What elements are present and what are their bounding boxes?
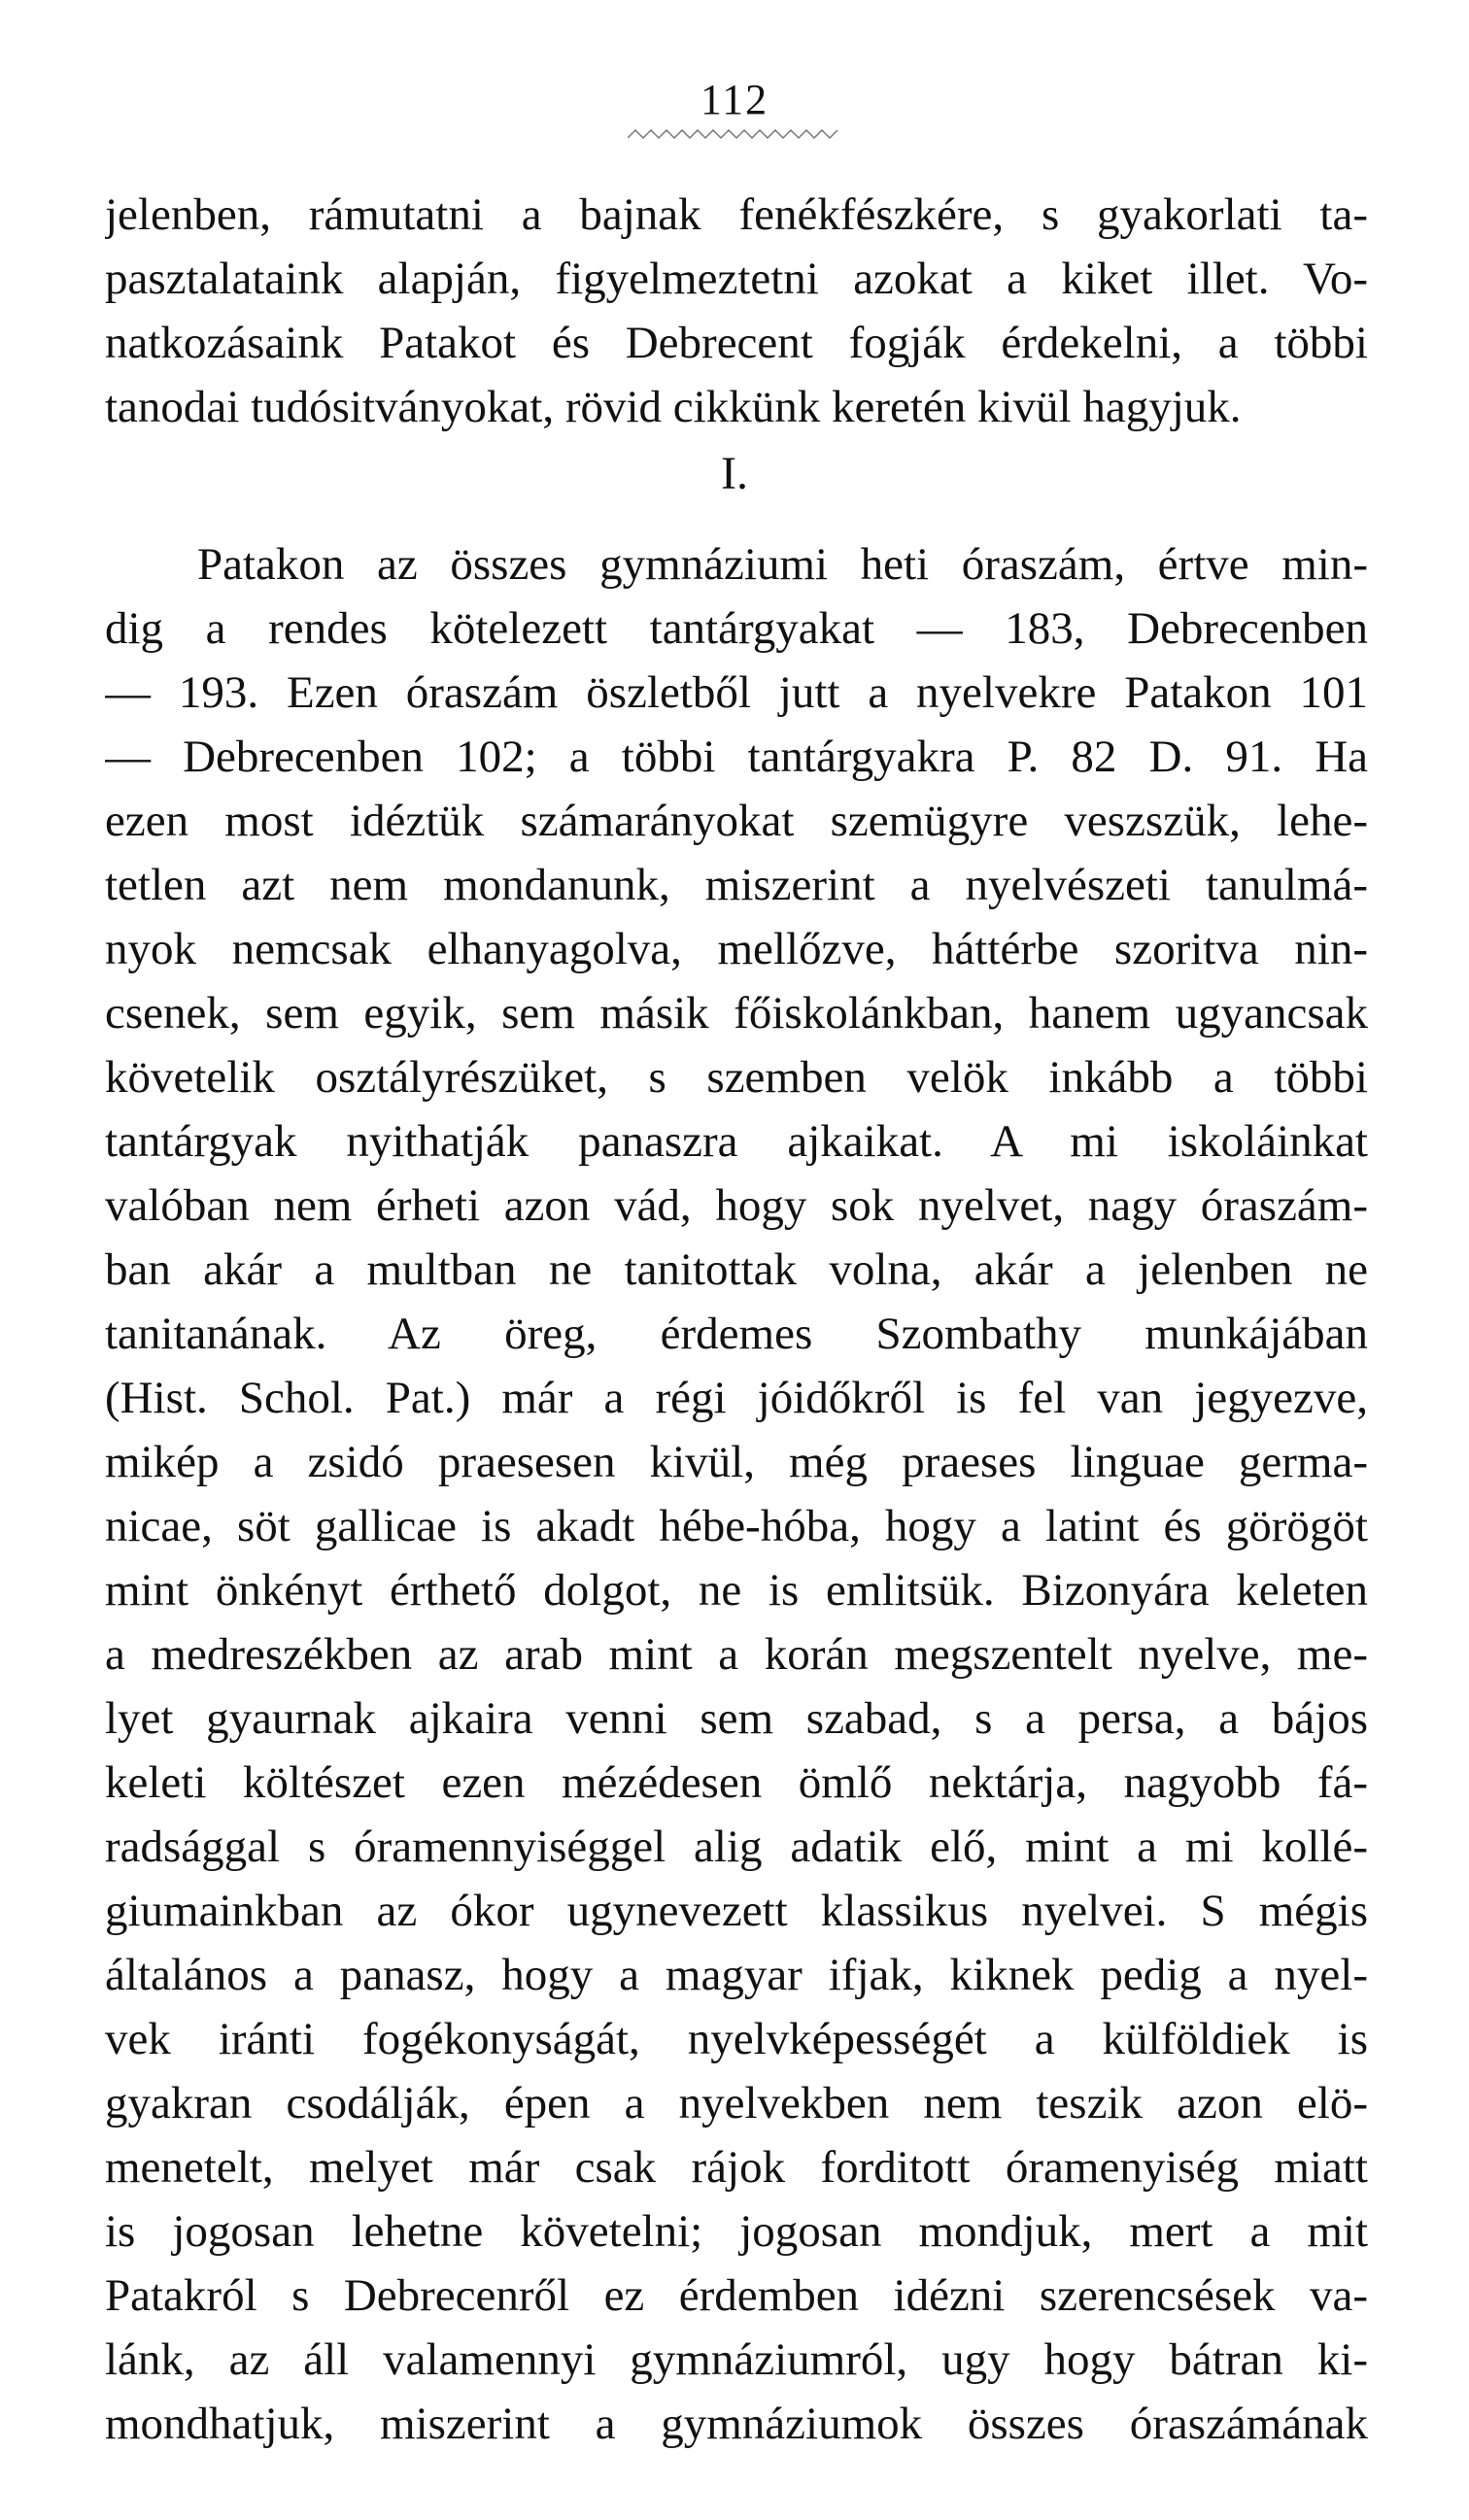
text-line: (Hist. Schol. Pat.) már a régi jóidőkről is fel van jegyezve, — [105, 1373, 1368, 1423]
text-line: giumainkban az ókor ugynevezett klassikus nyelvei. S mégis — [105, 1886, 1368, 1936]
text-line: csenek, sem egyik, sem másik főiskolánkban, hanem ugyancsak — [105, 988, 1368, 1039]
text-line: Patakon az összes gymnáziumi heti óraszám, értve min- — [197, 539, 1368, 590]
text-line: mondhatjuk, miszerint a gymnáziumok összes óraszámának — [105, 2399, 1368, 2449]
text-line: mint önkényt érthető dolgot, ne is emlitsük. Bizonyára keleten — [105, 1565, 1368, 1616]
paragraph-intro — [105, 183, 1368, 439]
page-number: 112 — [700, 76, 769, 123]
text-line: követelik osztályrészüket, s szemben velök inkább a többi — [105, 1052, 1368, 1103]
paragraph-section-one — [105, 532, 1368, 2456]
text-line: gyakran csodálják, épen a nyelvekben nem teszik azon elö- — [105, 2078, 1368, 2128]
text-line: natkozásaink Patakot és Debrecent fogják érdekelni, a többi — [105, 318, 1368, 368]
text-line: tetlen azt nem mondanunk, miszerint a nyelvészeti tanulmá- — [105, 860, 1368, 910]
text-line: — Debrecenben 102; a többi tantárgyakra P. 82 D. 91. Ha — [105, 732, 1368, 782]
text-line: dig a rendes kötelezett tantárgyakat — 183, Debrecenben — [105, 603, 1368, 654]
text-line: lánk, az áll valamennyi gymnáziumról, ugy hogy bátran ki- — [105, 2334, 1368, 2385]
text-line: tantárgyak nyithatják panaszra ajkaikat. A mi iskoláinkat — [105, 1116, 1368, 1167]
text-line: valóban nem érheti azon vád, hogy sok nyelvet, nagy óraszám- — [105, 1180, 1368, 1231]
text-line: tanodai tudósitványokat, rövid cikkünk keretén kivül hagyjuk. — [105, 382, 1242, 432]
text-line: ezen most idéztük számarányokat szemügyre veszszük, lehe- — [105, 796, 1368, 846]
text-line: radsággal s óramennyiséggel alig adatik elő, mint a mi kollé- — [105, 1822, 1368, 1872]
wavy-ornament-divider — [628, 126, 841, 144]
text-line: Patakról s Debrecenről ez érdemben idézni szerencsések va- — [105, 2270, 1368, 2321]
text-line: keleti költészet ezen mézédesen ömlő nektárja, nagyobb fá- — [105, 1757, 1368, 1808]
text-line: vek iránti fogékonyságát, nyelvképességét a külföldiek is — [105, 2014, 1368, 2064]
text-line: tanitanának. Az öreg, érdemes Szombathy munkájában — [105, 1309, 1368, 1359]
text-line: — 193. Ezen óraszám öszletből jutt a nyelvekre Patakon 101 — [105, 667, 1368, 718]
text-line: pasztalataink alapján, figyelmeztetni azokat a kiket illet. Vo- — [105, 254, 1368, 304]
text-line: általános a panasz, hogy a magyar ifjak, kiknek pedig a nyel- — [105, 1950, 1368, 2000]
text-line: nicae, söt gallicae is akadt hébe-hóba, hogy a latint és görögöt — [105, 1501, 1368, 1551]
text-line: jelenben, rámutatni a bajnak fenékfészkére, s gyakorlati ta- — [105, 189, 1368, 240]
text-line: nyok nemcsak elhanyagolva, mellőzve, háttérbe szoritva nin- — [105, 924, 1368, 974]
text-line: mikép a zsidó praesesen kivül, még praeses linguae germa- — [105, 1437, 1368, 1487]
text-line: menetelt, melyet már csak rájok forditott óramenyiség miatt — [105, 2142, 1368, 2193]
text-line: is jogosan lehetne követelni; jogosan mondjuk, mert a mit — [105, 2206, 1368, 2257]
text-line: ban akár a multban ne tanitottak volna, akár a jelenben ne — [105, 1244, 1368, 1295]
section-heading: I. — [721, 448, 748, 499]
text-line: a medreszékben az arab mint a korán megszentelt nyelve, me- — [105, 1629, 1368, 1680]
text-line: lyet gyaurnak ajkaira venni sem szabad, s a persa, a bájos — [105, 1693, 1368, 1744]
